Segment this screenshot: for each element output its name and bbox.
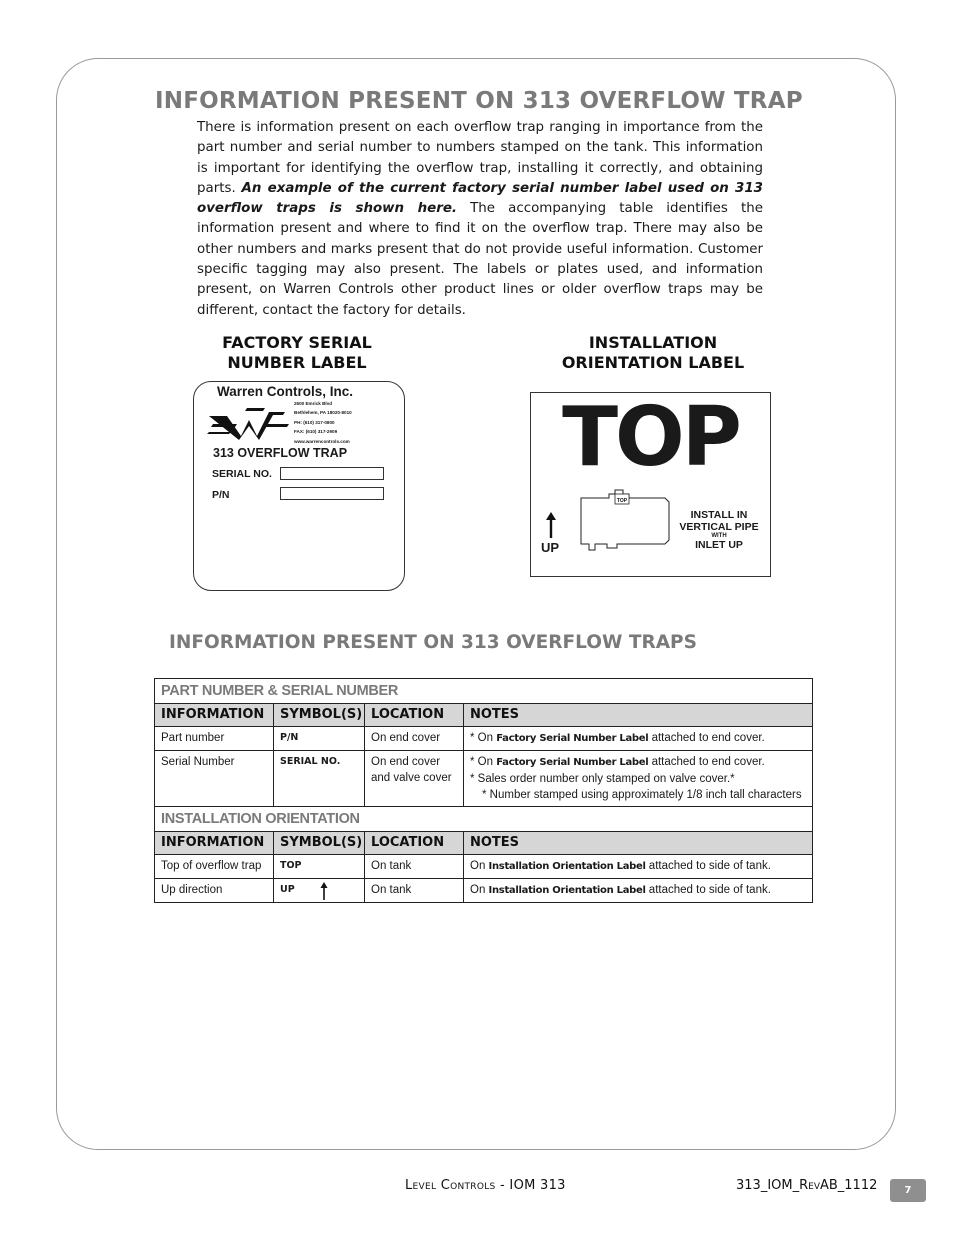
note-bold: Installation Orientation Label <box>488 885 646 896</box>
serial-label-caption <box>200 333 394 373</box>
note-bold: Factory Serial Number Label <box>496 733 649 744</box>
cell-notes <box>464 879 813 903</box>
note-text: * On <box>470 756 497 768</box>
note-bold: Factory Serial Number Label <box>496 757 649 768</box>
cell-symbol: SERIAL NO. <box>274 751 365 807</box>
group-title-orientation: INSTALLATION ORIENTATION <box>155 807 813 832</box>
cell-notes <box>464 751 813 807</box>
note-text: attached to end cover. <box>648 732 765 744</box>
cell-information: Part number <box>155 727 274 751</box>
note-text: On <box>470 860 489 872</box>
top-big-text: TOP <box>562 390 739 485</box>
note-text: On <box>470 884 489 896</box>
up-text: UP <box>541 540 560 555</box>
table-row <box>155 879 813 903</box>
pn-label: P/N <box>212 489 230 501</box>
address-line: 2600 Emrick Blvd <box>294 401 333 406</box>
table-row <box>155 727 813 751</box>
information-table <box>154 678 813 903</box>
cell-symbol <box>274 879 365 903</box>
page-title: INFORMATION PRESENT ON 313 OVERFLOW TRAP <box>155 88 803 114</box>
cell-location: On end cover <box>365 727 464 751</box>
website-line: www.warrencontrols.com <box>294 438 350 444</box>
serial-caption-line2: NUMBER LABEL <box>227 353 367 372</box>
cell-symbol: TOP <box>274 855 365 879</box>
symbol-text: UP <box>280 884 295 895</box>
up-arrow-icon <box>544 511 558 539</box>
group-title-part-serial: PART NUMBER & SERIAL NUMBER <box>155 679 813 704</box>
section-title: INFORMATION PRESENT ON 313 OVERFLOW TRAPS <box>169 632 697 653</box>
cell-symbol: P/N <box>274 727 365 751</box>
instr-line4: INLET UP <box>695 539 743 551</box>
factory-serial-number-label <box>193 381 405 591</box>
warren-logo-icon <box>207 402 291 440</box>
table-header-row <box>155 832 813 855</box>
product-name: 313 OVERFLOW TRAP <box>213 446 348 460</box>
page-number-badge: 7 <box>890 1179 926 1202</box>
instr-line3: WITH <box>711 533 727 539</box>
intro-text-2: The accompanying table identifies the information present and where to find it on the overflow trap. There may also be other numbers and marks present that do not provide useful information. Customer specific tagging may also present. The labels or plates used, and information present, on Warren Controls other product lines or older overflow traps may be different, contact the factory for details. <box>197 201 763 318</box>
orientation-caption-line1: INSTALLATION <box>588 333 718 352</box>
serial-caption-line1: FACTORY SERIAL <box>222 333 372 352</box>
note-text: * On <box>470 732 497 744</box>
cell-notes <box>464 727 813 751</box>
note-text: attached to side of tank. <box>645 884 771 896</box>
header-symbols: SYMBOL(S) <box>274 704 365 727</box>
intro-emphasis: An example of the current factory serial number label used on 313 overflow traps is shown here. <box>197 180 763 217</box>
table-header-row <box>155 704 813 727</box>
fax-line: FAX: (610) 317-2909 <box>294 429 338 435</box>
overflow-trap-outline-icon <box>577 486 673 554</box>
table-row <box>155 855 813 879</box>
intro-text-1: There is information present on each overflow trap ranging in importance from the part number and serial number to numbers stamped on the tank. This information is important for identifying the overflow trap, installing it correctly, and obtaining parts. <box>197 120 763 196</box>
table-row <box>155 751 813 807</box>
install-instructions <box>677 510 761 552</box>
symbol-wrap <box>280 882 358 898</box>
table-group-row <box>155 807 813 832</box>
location-line: and valve cover <box>371 772 452 784</box>
header-notes: NOTES <box>464 832 813 855</box>
orientation-caption-line2: ORIENTATION LABEL <box>561 353 745 372</box>
header-location: LOCATION <box>365 832 464 855</box>
instr-line2: VERTICAL PIPE <box>679 520 759 533</box>
header-information: INFORMATION <box>155 832 274 855</box>
header-symbols: SYMBOL(S) <box>274 832 365 855</box>
serial-no-box <box>280 467 384 480</box>
cell-notes <box>464 855 813 879</box>
orientation-label-caption <box>553 333 753 373</box>
cell-location <box>365 751 464 807</box>
location-line: On end cover <box>371 756 441 768</box>
footer-revision: 313_IOM_RevAB_1112 <box>736 1178 878 1193</box>
note-line: * Sales order number only stamped on valve cover.* <box>470 773 735 785</box>
note-line: * Number stamped using approximately 1/8 inch tall characters <box>482 789 802 801</box>
cell-information: Top of overflow trap <box>155 855 274 879</box>
cell-location: On tank <box>365 879 464 903</box>
footer-document-title: Level Controls - IOM 313 <box>405 1178 566 1193</box>
cell-location: On tank <box>365 855 464 879</box>
header-information: INFORMATION <box>155 704 274 727</box>
phone-line: PH: (610) 317-0800 <box>294 419 335 425</box>
company-name: Warren Controls, Inc. <box>217 384 354 399</box>
company-address <box>294 399 352 446</box>
up-arrow-icon <box>320 882 328 900</box>
cell-information: Up direction <box>155 879 274 903</box>
note-text: attached to end cover. <box>648 756 765 768</box>
address-line: Bethlehem, PA 18020-8010 <box>294 410 352 416</box>
header-notes: NOTES <box>464 704 813 727</box>
instr-line1: INSTALL IN <box>690 509 748 521</box>
note-bold: Installation Orientation Label <box>488 861 646 872</box>
trap-tag-text: TOP <box>616 498 628 504</box>
note-line <box>470 754 806 771</box>
cell-information: Serial Number <box>155 751 274 807</box>
pn-box <box>280 487 384 500</box>
installation-orientation-label <box>530 392 771 577</box>
note-text: attached to side of tank. <box>645 860 771 872</box>
serial-no-label: SERIAL NO. <box>212 468 272 480</box>
header-location: LOCATION <box>365 704 464 727</box>
table-group-row <box>155 679 813 704</box>
intro-paragraph <box>197 118 763 321</box>
